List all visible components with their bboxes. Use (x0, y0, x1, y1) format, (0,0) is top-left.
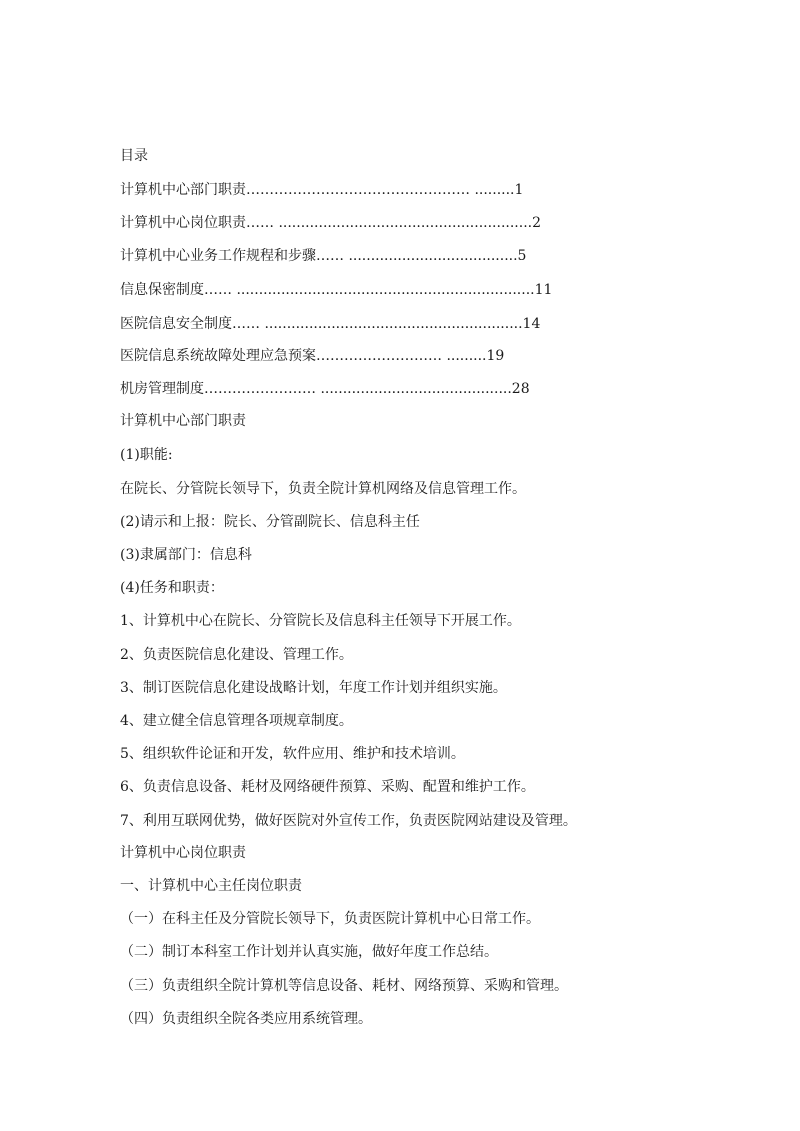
list-item: 3、制订医院信息化建设战略计划，年度工作计划并组织实施。 (120, 680, 507, 696)
toc-entry[interactable]: 计算机中心岗位职责…… .........................................................2 (120, 215, 542, 231)
list-item: 5、组织软件论证和开发，软件应用、维护和技术培训。 (120, 746, 465, 762)
list-item: 7、利用互联网优势，做好医院对外宣传工作，负责医院网站建设及管理。 (120, 813, 577, 829)
list-item: （一）在科主任及分管院长领导下，负责医院计算机中心日常工作。 (120, 911, 540, 927)
toc-entry[interactable]: 计算机中心业务工作规程和步骤…… ......................................5 (120, 248, 527, 264)
list-item: 6、负责信息设备、耗材及网络硬件预算、采购、配置和维护工作。 (120, 779, 535, 795)
list-item: （四）负责组织全院各类应用系统管理。 (120, 1011, 372, 1027)
paragraph: (2)请示和上报：院长、分管副院长、信息科主任 (120, 514, 420, 530)
toc-entry[interactable]: 机房管理制度…………………… ...........................................28 (120, 381, 530, 397)
toc-title: 目录 (120, 148, 148, 164)
list-item: （二）制订本科室工作计划并认真实施，做好年度工作总结。 (120, 944, 498, 960)
list-item: 4、建立健全信息管理各项规章制度。 (120, 713, 353, 729)
subsection-heading: 一、计算机中心主任岗位职责 (120, 878, 302, 894)
paragraph: (3)隶属部门：信息科 (120, 547, 252, 563)
list-item: 1、计算机中心在院长、分管院长及信息科主任领导下开展工作。 (120, 613, 521, 629)
paragraph: 在院长、分管院长领导下，负责全院计算机网络及信息管理工作。 (120, 481, 526, 497)
section-heading: 计算机中心部门职责 (120, 413, 246, 429)
toc-entry[interactable]: 计算机中心部门职责………………………………………… .........1 (120, 182, 524, 198)
list-item: （三）负责组织全院计算机等信息设备、耗材、网络预算、采购和管理。 (120, 978, 568, 994)
toc-entry[interactable]: 信息保密制度…… ...................................................................11 (120, 282, 553, 298)
toc-entry[interactable]: 医院信息系统故障处理应急预案……………………… .........19 (120, 348, 505, 364)
paragraph: (4)任务和职责： (120, 580, 224, 596)
list-item: 2、负责医院信息化建设、管理工作。 (120, 647, 353, 663)
toc-entry[interactable]: 医院信息安全制度…… ..........................................................14 (120, 316, 541, 332)
section-heading: 计算机中心岗位职责 (120, 845, 246, 861)
paragraph: (1)职能: (120, 447, 173, 463)
